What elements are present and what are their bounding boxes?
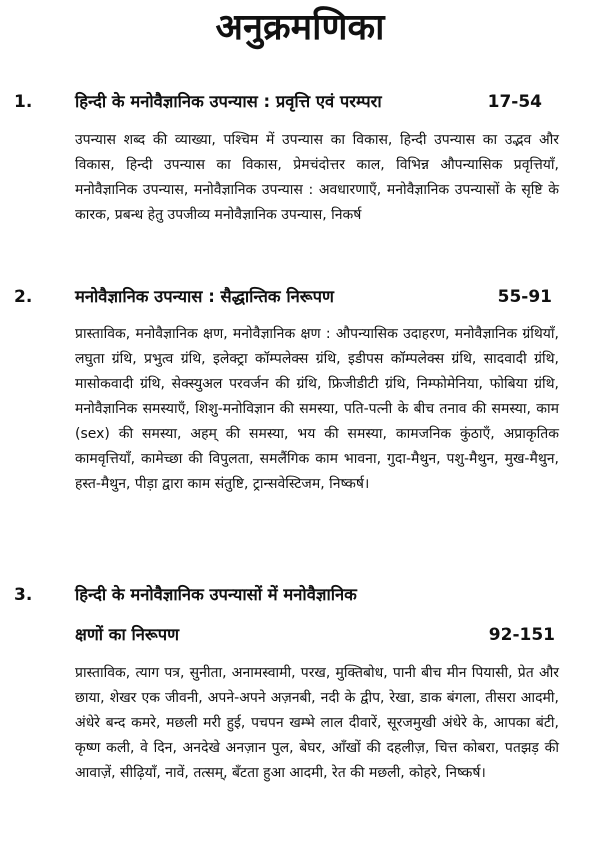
- chapter-title-continued: क्षणों का निरूपण: [75, 625, 180, 644]
- chapter-3-description: प्रास्ताविक, त्याग पत्र, सुनीता, अनामस्वामी, परख, मुक्तिबोध, पानी बीच मीन पियासी, प्रेत और छाया, शेखर एक जीवनी, अपने-अपने अज़नबी, नदी के द्वीप, रेखा, डाक बंगला, तीसरा आदमी, अंधेरे बन्द कमरे, मछली मरी हुई, पचपन खम्भे लाल दीवारें, सूरजमुखी अंधेरे के, आपका बंटी, कृष्ण कली, वे दिन, अनदेखे अनज़ान पुल, बेघर, आँखों की दहलीज़, चित्त कोबरा, पतझड़ की आवाज़ें, सीढ़ियाँ, नावें, तत्सम्, बँटता हुआ आदमी, रेत की मछली, कोहरे, निष्कर्ष।: [75, 665, 559, 781]
- chapter-number: 2.: [14, 287, 33, 307]
- page-title: अनुक्रमणिका: [215, 7, 385, 48]
- chapter-number: 3.: [14, 585, 33, 605]
- chapter-1-heading: [0, 87, 600, 117]
- chapter-pages: 92-151: [488, 625, 555, 645]
- chapter-title: हिन्दी के मनोवैज्ञानिक उपन्यासों में मनोवैज्ञानिक: [75, 585, 357, 604]
- chapter-pages: 17-54: [487, 92, 542, 112]
- chapter-2-heading: [0, 282, 600, 312]
- chapter-title: मनोवैज्ञानिक उपन्यास : सैद्धान्तिक निरूपण: [75, 287, 334, 306]
- chapter-title: हिन्दी के मनोवैज्ञानिक उपन्यास : प्रवृत्ति एवं परम्परा: [75, 92, 382, 111]
- chapter-3-heading-line2: [75, 620, 555, 650]
- chapter-1-description: उपन्यास शब्द की व्याख्या, पश्चिम में उपन्यास का विकास, हिन्दी उपन्यास का उद्भव और विकास, हिन्दी उपन्यास का विकास, प्रेमचंदोत्तर काल, विभिन्न औपन्यासिक प्रवृत्तियाँ, मनोवैज्ञानिक उपन्यास, मनोवैज्ञानिक उपन्यास : अवधारणाएँ, मनोवैज्ञानिक उपन्यासों के सृष्टि के कारक, प्रबन्ध हेतु उपजीव्य मनोवैज्ञानिक उपन्यास, निकर्ष: [75, 132, 559, 223]
- chapter-2-description: प्रास्ताविक, मनोवैज्ञानिक क्षण, मनोवैज्ञानिक क्षण : औपन्यासिक उदाहरण, मनोवैज्ञानिक ग्रंथियाँ, लघुता ग्रंथि, प्रभुत्व ग्रंथि, इलेक्ट्रा कॉम्पलेक्स ग्रंथि, इडीपस कॉम्पलेक्स ग्रंथि, सादवादी ग्रंथि, मासोकवादी ग्रंथि, सेक्स्युअल परवर्जन की ग्रंथि, फ्रिजीडीटी ग्रंथि, निम्फोमेनिया, फोबिया ग्रंथि, मनोवैज्ञानिक समस्याएँ, शिशु-मनोविज्ञान की समस्या, पति-पत्नी के बीच तनाव की समस्या, काम (sex) की समस्या, अहम् की समस्या, भय की समस्या, कामजनिक कुंठाएँ, अप्राकृतिक कामवृत्तियाँ, कामेच्छा की विपुलता, समलैंगिक काम भावना, गुदा-मैथुन, पशु-मैथुन, मुख-मैथुन, हस्त-मैथुन, पीड़ा द्वारा काम संतुष्टि, ट्रान्सवेस्टिजम, निष्कर्ष।: [75, 326, 559, 492]
- chapter-number: 1.: [14, 92, 33, 112]
- chapter-pages: 55-91: [497, 287, 552, 307]
- chapter-3-heading: [0, 580, 600, 610]
